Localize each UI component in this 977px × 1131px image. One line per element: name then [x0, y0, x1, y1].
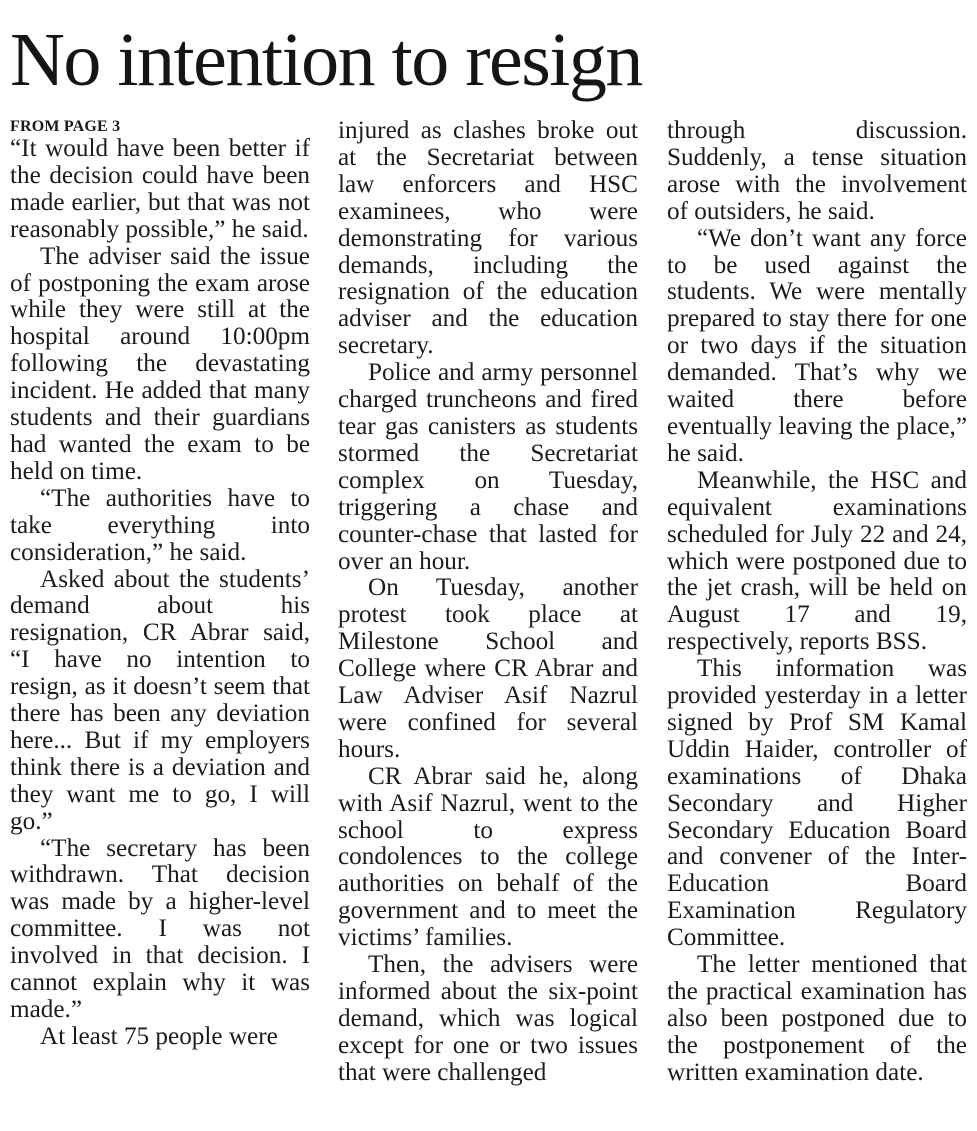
paragraph: Meanwhile, the HSC and equivalent examinations scheduled for July 22 and 24, which were postponed due to the jet crash, will be held on August 17 and 19, respectively, reports BSS.: [667, 466, 967, 656]
paragraph: “We don’t want any force to be used against the students. We were mentally prepared to stay there for one or two days if the situation demanded. That’s why we waited there before eventually leaving the place,” he said.: [667, 224, 967, 467]
paragraph: “The secretary has been withdrawn. That decision was made by a higher-level committee. I was not involved in that decision. I cannot explain why it was made.”: [10, 834, 310, 1023]
article-column-1: [10, 118, 310, 1051]
article-column-3: [667, 118, 967, 1087]
paragraph: CR Abrar said he, along with Asif Nazrul, went to the school to express condolences to the college authorities on behalf of the government and to meet the victims’ families.: [338, 762, 638, 952]
paragraph: Then, the advisers were informed about the six-point demand, which was logical except for one or two issues that were challenged: [338, 951, 638, 1086]
paragraph: Asked about the students’ demand about his resignation, CR Abrar said, “I have no intention to resign, as it doesn’t seem that there has been any deviation here... But if my employers think there is a deviation and they want me to go, I will go.”: [10, 565, 310, 835]
continued-from-kicker: FROM PAGE 3: [10, 118, 121, 135]
article-headline: No intention to resign: [10, 18, 642, 102]
paragraph: injured as clashes broke out at the Secretariat between law enforcers and HSC examinees, who were demonstrating for various demands, including the resignation of the education adviser and the education secretary.: [338, 117, 638, 360]
article-column-2: [338, 118, 638, 1087]
paragraph: through discussion. Suddenly, a tense situation arose with the involvement of outsiders, he said.: [667, 117, 967, 225]
paragraph: At least 75 people were: [40, 1022, 278, 1050]
paragraph: “The authorities have to take everything into consideration,” he said.: [10, 484, 310, 566]
paragraph: Police and army personnel charged truncheons and fired tear gas canisters as students stormed the Secretariat complex on Tuesday, triggering a chase and counter-chase that lasted for over an hour.: [338, 359, 638, 575]
paragraph: This information was provided yesterday in a letter signed by Prof SM Kamal Uddin Haider, controller of examinations of Dhaka Secondary and Higher Secondary Education Board and convener of the Inter-Education Board Examination Regulatory Committee.: [667, 655, 967, 952]
paragraph: The adviser said the issue of postponing the exam arose while they were still at the hospital around 10:00pm following the devastating incident. He added that many students and their guardians had wanted the exam to be held on time.: [10, 242, 310, 485]
paragraph: “It would have been better if the decision could have been made earlier, but that was not reasonably possible,” he said.: [10, 135, 310, 243]
paragraph: The letter mentioned that the practical examination has also been postponed due to the postponement of the written examination date.: [667, 951, 967, 1086]
paragraph: On Tuesday, another protest took place at Milestone School and College where CR Abrar and Law Adviser Asif Nazrul were confined for several hours.: [338, 574, 638, 763]
